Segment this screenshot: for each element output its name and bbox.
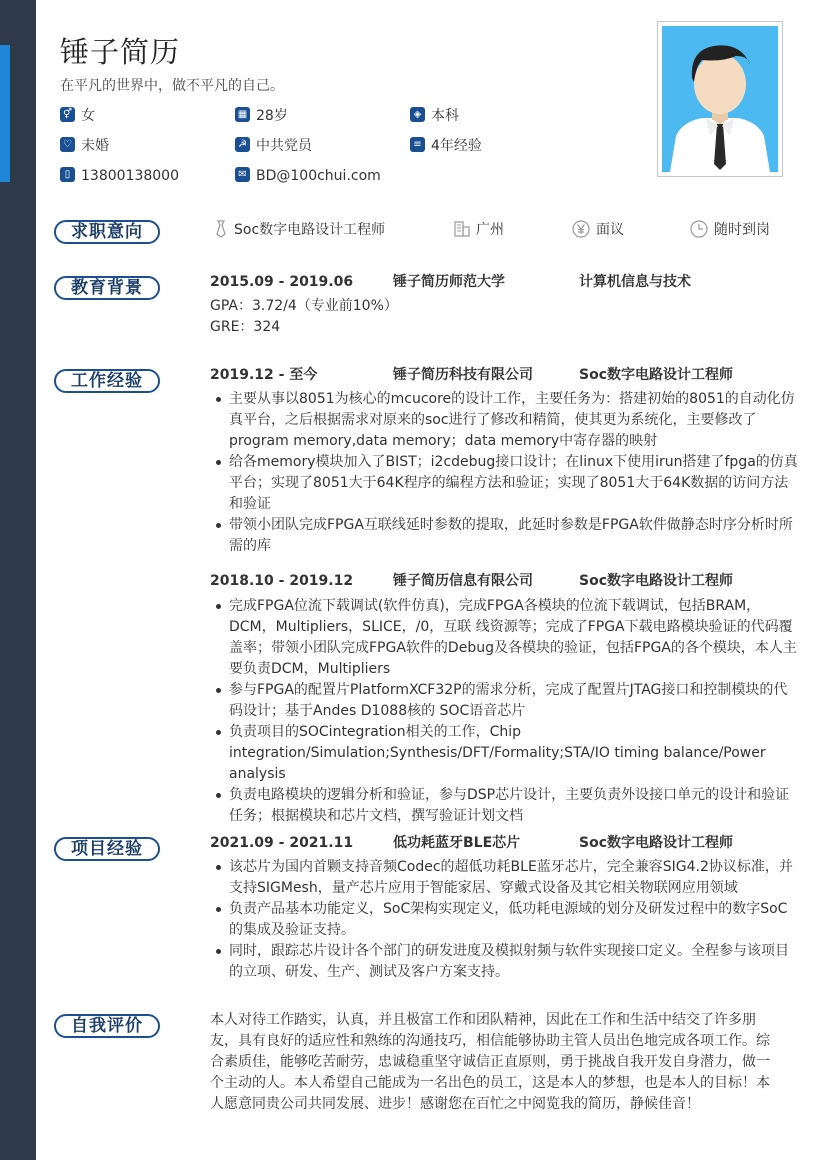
intent-salary-value: 面议 bbox=[596, 222, 624, 238]
resume-name: 锤子简历 bbox=[60, 35, 181, 69]
heart-icon: ♡ bbox=[60, 137, 75, 152]
info-phone bbox=[60, 166, 179, 186]
section-title-education: 教育背景 bbox=[54, 276, 160, 300]
work-2-role: Soc数字电路设计工程师 bbox=[579, 573, 733, 589]
graduation-icon: ◈ bbox=[410, 107, 425, 122]
education-school: 锤子简历师范大学 bbox=[393, 274, 505, 290]
list-item: 完成FPGA位流下载调试(软件仿真)，完成FPGA各模块的位流下载调试，包括BRAM，DCM，Multipliers，SLICE，/0，互联 线资源等；完成了FPGA下载电路模块验证的代码覆盖率；带领小团队完成FPGA软件的Debug及各模块的验证，包括FPGA的各个模块，本人主要负责DCM，Multipliers bbox=[229, 596, 799, 680]
list-item: 带领小团队完成FPGA互联线延时参数的提取，此延时参数是FPGA软件做静态时序分析时所需的库 bbox=[229, 515, 799, 557]
intent-salary bbox=[572, 220, 624, 240]
project-role: Soc数字电路设计工程师 bbox=[579, 835, 733, 851]
info-experience-value: 4年经验 bbox=[431, 138, 482, 154]
info-gender bbox=[60, 106, 95, 126]
clock-icon bbox=[690, 220, 708, 238]
intent-availability bbox=[690, 220, 770, 240]
info-experience bbox=[410, 136, 482, 156]
mail-icon: ✉ bbox=[235, 167, 250, 182]
list-item: 负责项目的SOCintegration相关的工作，Chip integration/Simulation;Synthesis/DFT/Formality;STA/IO timing balance/Power analysis bbox=[229, 722, 799, 785]
resume-motto: 在平凡的世界中，做不平凡的自己。 bbox=[60, 78, 284, 94]
list-item: 主要从事以8051为核心的mcucore的设计工作，主要任务为：搭建初始的8051的自动化仿真平台，之后根据需求对原来的soc进行了修改和精简，使其更为系统化，主要修改了program memory,data memory；data memory中寄存器的映射 bbox=[229, 389, 799, 452]
work-1-company: 锤子简历科技有限公司 bbox=[393, 367, 533, 383]
info-politics-value: 中共党员 bbox=[256, 138, 312, 154]
calendar-icon: ▦ bbox=[235, 107, 250, 122]
info-email-value: BD@100chui.com bbox=[256, 168, 381, 184]
avatar-illustration bbox=[662, 26, 778, 172]
section-title-work: 工作经验 bbox=[54, 369, 160, 393]
list-item: 参与FPGA的配置片PlatformXCF32P的需求分析，完成了配置片JTAG接口和控制模块的代码设计；基于Andes D1088核的 SOC语音芯片 bbox=[229, 680, 799, 722]
section-title-self: 自我评价 bbox=[54, 1014, 160, 1038]
document-icon: ≡ bbox=[410, 137, 425, 152]
section-title-intent: 求职意向 bbox=[54, 220, 160, 244]
info-phone-value: 13800138000 bbox=[81, 168, 179, 184]
intent-availability-value: 随时到岗 bbox=[714, 222, 770, 238]
education-date: 2015.09 - 2019.06 bbox=[210, 274, 354, 290]
education-gpa: GPA：3.72/4（专业前10%） bbox=[210, 298, 398, 314]
yen-icon bbox=[572, 220, 590, 238]
intent-position-value: Soc数字电路设计工程师 bbox=[234, 222, 386, 238]
gender-icon: ⚥ bbox=[60, 107, 75, 122]
info-politics bbox=[235, 136, 312, 156]
self-evaluation-text: 本人对待工作踏实，认真，并且极富工作和团队精神，因此在工作和生活中结交了许多朋友，具有良好的适应性和熟练的沟通技巧，相信能够协助主管人员出色地完成各项工作。综合素质佳，能够吃苦耐劳，忠诚稳重坚守诚信正直原则，勇于挑战自我开发自身潜力，做一个主动的人。本人希望自己能成为一名出色的员工，这是本人的梦想，也是本人的目标！本人愿意同贵公司共同发展、进步！感谢您在百忙之中阅览我的简历，静候佳音！ bbox=[210, 1012, 770, 1112]
intent-city-value: 广州 bbox=[476, 222, 504, 238]
list-item: 负责电路模块的逻辑分析和验证，参与DSP芯片设计，主要负责外设接口单元的设计和验证任务；根据模块和芯片文档，撰写验证计划文档 bbox=[229, 785, 799, 827]
info-gender-value: 女 bbox=[81, 108, 95, 124]
education-major: 计算机信息与技术 bbox=[579, 274, 691, 290]
phone-icon: ▯ bbox=[60, 167, 75, 182]
info-degree-value: 本科 bbox=[431, 108, 459, 124]
work-1-role: Soc数字电路设计工程师 bbox=[579, 367, 733, 383]
work-2-company: 锤子简历信息有限公司 bbox=[393, 573, 533, 589]
party-icon: ☭ bbox=[235, 137, 250, 152]
sidebar-accent bbox=[0, 45, 10, 182]
info-email bbox=[235, 166, 381, 186]
tie-icon bbox=[214, 220, 228, 238]
intent-position bbox=[214, 220, 385, 240]
info-marital-value: 未婚 bbox=[81, 138, 109, 154]
work-2-duties bbox=[212, 596, 799, 827]
education-gre: GRE：324 bbox=[210, 319, 281, 335]
work-2-date: 2018.10 - 2019.12 bbox=[210, 573, 354, 589]
project-name: 低功耗蓝牙BLE芯片 bbox=[393, 835, 521, 851]
building-icon bbox=[454, 220, 470, 237]
info-degree bbox=[410, 106, 459, 126]
intent-city bbox=[454, 220, 504, 240]
list-item: 同时，跟踪芯片设计各个部门的研发进度及模拟射频与软件实现接口定义。全程参与该项目的立项、研发、生产、测试及客户方案支持。 bbox=[229, 941, 799, 983]
project-date: 2021.09 - 2021.11 bbox=[210, 835, 354, 851]
list-item: 该芯片为国内首颗支持音频Codec的超低功耗BLE蓝牙芯片，完全兼容SIG4.2协议标准，并支持SIGMesh，量产芯片应用于智能家居、穿戴式设备及其它相关物联网应用领域 bbox=[229, 857, 799, 899]
info-age-value: 28岁 bbox=[256, 108, 288, 124]
list-item: 给各memory模块加入了BIST；i2cdebug接口设计；在linux下使用irun搭建了fpga的仿真平台；实现了8051大于64K程序的编程方法和验证；实现了8051大于64K数据的访问方法和验证 bbox=[229, 452, 799, 515]
work-1-duties bbox=[212, 389, 799, 557]
work-1-date: 2019.12 - 至今 bbox=[210, 367, 318, 383]
info-marital bbox=[60, 136, 109, 156]
info-age bbox=[235, 106, 288, 126]
list-item: 负责产品基本功能定义，SoC架构实现定义，低功耗电源域的划分及研发过程中的数字SoC的集成及验证支持。 bbox=[229, 899, 799, 941]
profile-photo bbox=[657, 21, 783, 177]
project-duties bbox=[212, 857, 799, 983]
section-title-project: 项目经验 bbox=[54, 837, 160, 861]
